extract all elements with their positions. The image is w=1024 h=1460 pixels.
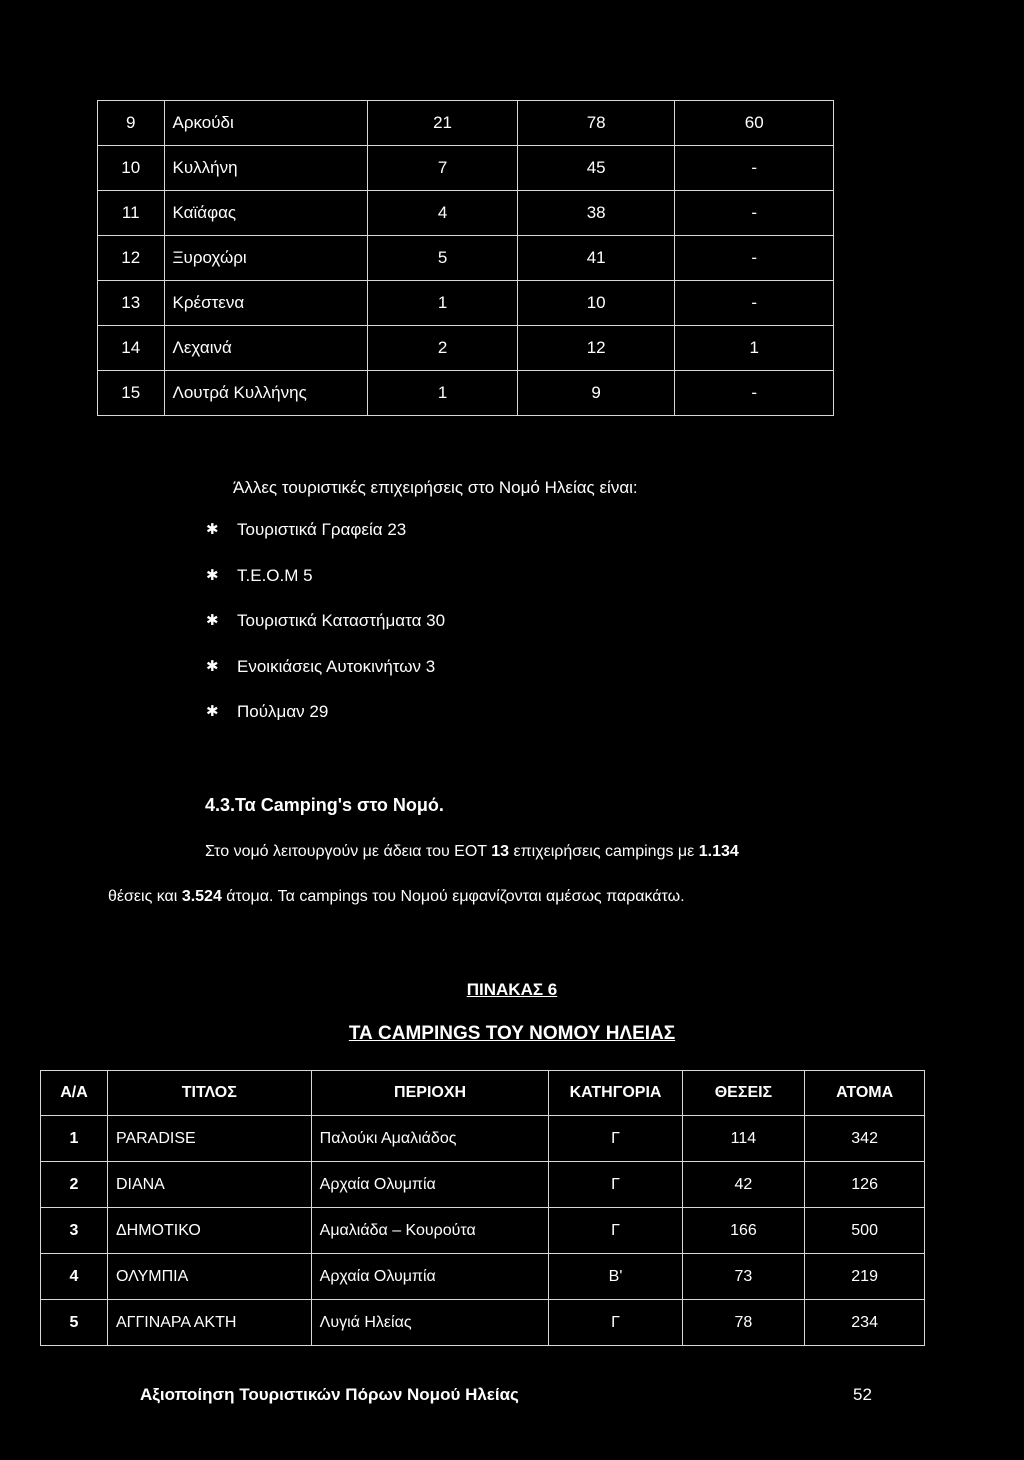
- table-cell: Γ: [549, 1208, 682, 1254]
- table-title-caption: ΤΑ CAMPINGS ΤΟΥ ΝΟΜΟΥ ΗΛΕΙΑΣ: [348, 1023, 676, 1044]
- table-cell: Β': [549, 1254, 682, 1300]
- table-row: [41, 1300, 925, 1346]
- list-item-text: Ενοικιάσεις Αυτοκινήτων 3: [237, 656, 436, 676]
- bullet-star-icon: ✱: [206, 703, 219, 720]
- table-cell: DIANA: [107, 1162, 311, 1208]
- list-item: [206, 657, 445, 703]
- table-cell: 234: [805, 1300, 925, 1346]
- table-cell: Αρκούδι: [164, 101, 368, 146]
- table-cell: 13: [98, 281, 165, 326]
- table-cell: Αρχαία Ολυμπία: [311, 1162, 549, 1208]
- campings-table: [40, 1070, 925, 1346]
- table-cell: 3: [41, 1208, 108, 1254]
- table-cell: 15: [98, 371, 165, 416]
- table-cell: 42: [682, 1162, 805, 1208]
- text-span: άτομα. Τα campings του Νομού εμφανίζονται αμέσως παρακάτω.: [221, 888, 685, 905]
- table-cell: Αμαλιάδα – Κουρούτα: [311, 1208, 549, 1254]
- page-number: 52: [853, 1385, 872, 1404]
- table-number-caption: ΠΙΝΑΚΑΣ 6: [466, 980, 558, 999]
- table-row: [41, 1162, 925, 1208]
- table-cell: 21: [368, 101, 518, 146]
- table-cell: 4: [41, 1254, 108, 1300]
- table-cell: 78: [517, 101, 675, 146]
- table-cell: 2: [41, 1162, 108, 1208]
- column-header: ΘΕΣΕΙΣ: [682, 1071, 805, 1116]
- table-cell: 5: [368, 236, 518, 281]
- table-row: [98, 281, 834, 326]
- section-paragraph-line2: [108, 888, 685, 906]
- list-item: [206, 702, 445, 748]
- table-cell: Λυγιά Ηλείας: [311, 1300, 549, 1346]
- table-cell: 114: [682, 1116, 805, 1162]
- bullet-star-icon: ✱: [206, 566, 219, 584]
- footer-title: Αξιοποίηση Τουριστικών Πόρων Νομού Ηλείας: [140, 1385, 519, 1404]
- table-row: [98, 326, 834, 371]
- table-row: [98, 101, 834, 146]
- table-cell: 126: [805, 1162, 925, 1208]
- table-row: [98, 146, 834, 191]
- table-cell: 10: [517, 281, 675, 326]
- list-item: [206, 566, 445, 612]
- table-header-row: [41, 1071, 925, 1116]
- table-cell: Γ: [549, 1162, 682, 1208]
- table-cell: Αρχαία Ολυμπία: [311, 1254, 549, 1300]
- table-cell: -: [675, 146, 834, 191]
- businesses-count: 13: [491, 843, 510, 860]
- table-cell: 1: [368, 281, 518, 326]
- table-cell: 41: [517, 236, 675, 281]
- list-item: [206, 520, 445, 566]
- table-cell: 10: [98, 146, 165, 191]
- table-row: [41, 1116, 925, 1162]
- bullet-star-icon: ✱: [206, 612, 219, 629]
- table-cell: 5: [41, 1300, 108, 1346]
- table-cell: 1: [41, 1116, 108, 1162]
- table-cell: 4: [368, 191, 518, 236]
- table-cell: 9: [517, 371, 675, 416]
- table-row: [41, 1254, 925, 1300]
- table-cell: 342: [805, 1116, 925, 1162]
- persons-count: 3.524: [181, 888, 222, 905]
- table-cell: 2: [368, 326, 518, 371]
- table-cell: -: [675, 281, 834, 326]
- list-item: [206, 611, 445, 657]
- table-cell: -: [675, 371, 834, 416]
- table-cell: Γ: [549, 1300, 682, 1346]
- table-cell: 219: [805, 1254, 925, 1300]
- text-span: επιχειρήσεις campings με: [509, 843, 699, 860]
- table-cell: Παλούκι Αμαλιάδος: [311, 1116, 549, 1162]
- text-span: Στο νομό λειτουργούν με άδεια του ΕΟΤ: [205, 843, 492, 860]
- places-count: 1.134: [698, 843, 739, 860]
- table-cell: 78: [682, 1300, 805, 1346]
- table-cell: 1: [368, 371, 518, 416]
- table-cell: 38: [517, 191, 675, 236]
- table-cell: -: [675, 191, 834, 236]
- table-cell: ΑΓΓΙΝΑΡΑ ΑΚΤΗ: [107, 1300, 311, 1346]
- other-businesses-lead: Άλλες τουριστικές επιχειρήσεις στο Νομό Ηλείας είναι:: [233, 478, 638, 497]
- table-cell: 60: [675, 101, 834, 146]
- section-paragraph-line1: [205, 843, 739, 861]
- list-item-text: Τουριστικά Γραφεία 23: [237, 520, 407, 539]
- bullet-star-icon: ✱: [206, 657, 219, 675]
- table-cell: Ξυροχώρι: [164, 236, 368, 281]
- table-cell: ΔΗΜΟΤΙΚΟ: [107, 1208, 311, 1254]
- other-businesses-list: [206, 520, 445, 748]
- tourism-stats-table: [97, 100, 834, 416]
- column-header: ΠΕΡΙΟΧΗ: [311, 1071, 549, 1116]
- table-cell: ΟΛΥΜΠΙΑ: [107, 1254, 311, 1300]
- table-cell: Λεχαινά: [164, 326, 368, 371]
- table-cell: PARADISE: [107, 1116, 311, 1162]
- table-cell: Κυλλήνη: [164, 146, 368, 191]
- list-item-text: Τουριστικά Καταστήματα 30: [237, 611, 446, 630]
- table-cell: Λουτρά Κυλλήνης: [164, 371, 368, 416]
- column-header: ΚΑΤΗΓΟΡΙΑ: [549, 1071, 682, 1116]
- table-cell: Γ: [549, 1116, 682, 1162]
- table-cell: 1: [675, 326, 834, 371]
- table-cell: 7: [368, 146, 518, 191]
- table-cell: 73: [682, 1254, 805, 1300]
- column-header: Α/Α: [41, 1071, 108, 1116]
- text-span: θέσεις και: [108, 888, 182, 905]
- table-cell: 12: [98, 236, 165, 281]
- table-cell: Κρέστενα: [164, 281, 368, 326]
- table-cell: Καϊάφας: [164, 191, 368, 236]
- section-heading: 4.3.Τα Camping's στο Νομό.: [205, 795, 444, 815]
- table-cell: -: [675, 236, 834, 281]
- table-cell: 45: [517, 146, 675, 191]
- table-cell: 166: [682, 1208, 805, 1254]
- table-cell: 12: [517, 326, 675, 371]
- table-cell: 9: [98, 101, 165, 146]
- bullet-star-icon: ✱: [206, 521, 219, 538]
- table-row: [98, 236, 834, 281]
- table-row: [98, 191, 834, 236]
- table-row: [41, 1208, 925, 1254]
- table-row: [98, 371, 834, 416]
- column-header: ΤΙΤΛΟΣ: [107, 1071, 311, 1116]
- table-cell: 14: [98, 326, 165, 371]
- table-cell: 11: [98, 191, 165, 236]
- table-cell: 500: [805, 1208, 925, 1254]
- list-item-text: Πούλμαν 29: [237, 702, 329, 721]
- list-item-text: Τ.Ε.Ο.Μ 5: [237, 565, 313, 585]
- column-header: ΑΤΟΜΑ: [805, 1071, 925, 1116]
